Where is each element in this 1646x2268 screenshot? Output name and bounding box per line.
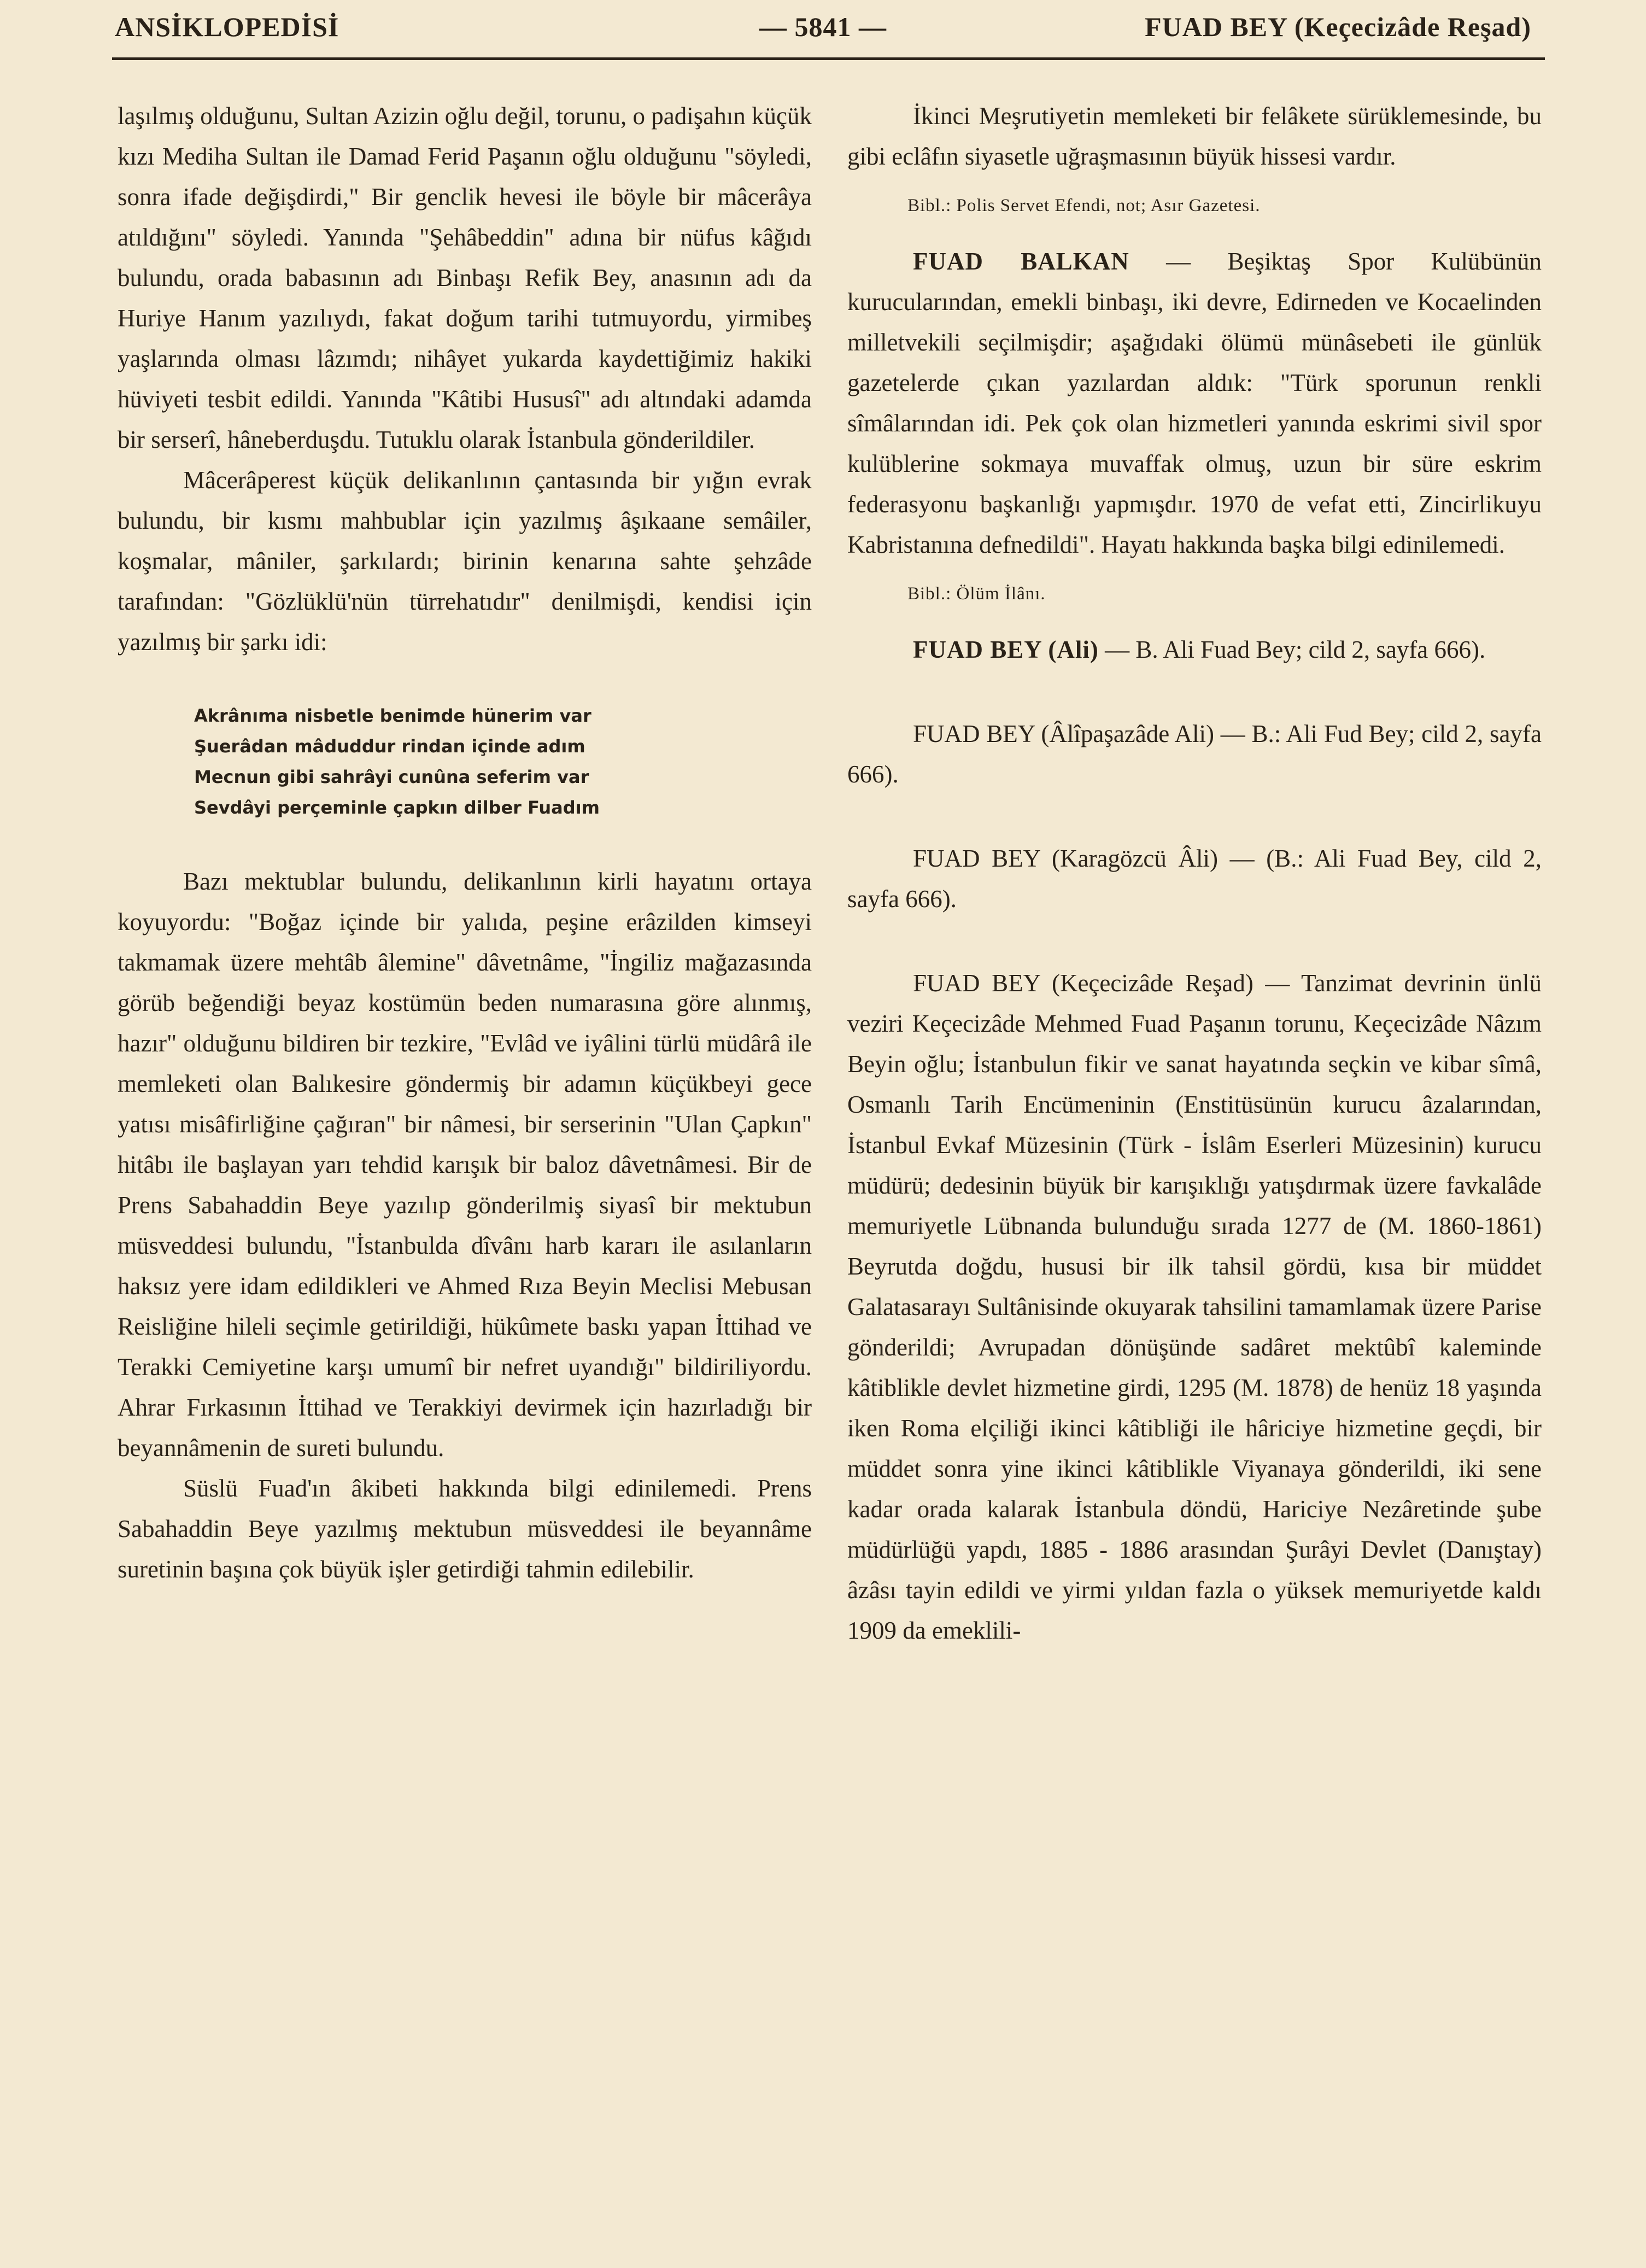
entry-text: — Beşiktaş Spor Kulübünün kurucularından, emekli binbaşı, iki devre, Edirneden ve Kocaelinden milletvekili seçilmişdir; aşağıdaki ölümü münâsebeti ile günlük gazetelerde çıkan yazılardan aldık: "Türk sporunun renkli sîmâlarından idi. Pek çok olan hizmetleri yanında eskrimi sivil spor kulüblerine sokmaya muvaffak olmuş, uzun bir süre eskrim federasyonu başkanlığı yapmışdır. 1970 de vefat etti, Zincirlikuyu Kabristanına defnedildi". Hayatı hakkında başka bilgi edinilemedi. bbox=[847, 248, 1542, 558]
page-number: — 5841 — bbox=[759, 11, 887, 42]
entry-heading: FUAD BEY (Ali) bbox=[913, 636, 1099, 663]
header-rule bbox=[112, 57, 1545, 60]
left-paragraph-3: Bazı mektublar bulundu, delikanlının kirli hayatını ortaya koyuyordu: "Boğaz içinde bir yalıda, peşine erâzilden kimseyi takmamak üzere mehtâb âlemine" dâvetnâme, "İngiliz mağazasında görüb beğendiği beyaz kostümün beden numarasına göre alınmış, hazır" olduğunu bildiren bir tezkire, "Evlâd ve iyâlini türlü müdârâ ile memleketi olan Balıkesire göndermiş bir adamın küçükbeyi gece yatısı misâfirliğine çağıran" bir nâmesi, bir serserinin "Ulan Çapkın" hitâbı ile başlayan yarı tehdid karışık bir baloz dâvetnâmesi. Bir de Prens Sabahaddin Beye yazılıp gönderilmiş siyasî bir mektubun müsveddesi bulundu, "İstanbulda dîvânı harb kararı ile asılanların haksız yere idam edildikleri ve Ahmed Rıza Beyin Meclisi Mebusan Reisliğine hileli seçimle getirildiği, hükûmete baskı yapan İttihad ve Terakki Cemiyetine karşı umumî bir nefret uyandığı" bildiriliyordu. Ahrar Fırkasının İttihad ve Terakkiyi devirmek için hazırladığı bir beyannâmenin de sureti bulundu. bbox=[118, 868, 812, 1462]
spacer bbox=[847, 919, 1542, 963]
entry-text: — Tanzimat devrinin ünlü veziri Keçecizâde Mehmed Fuad Paşanın torunu, Keçecizâde Nâzım Beyin oğlu; İstanbulun fikir ve sanat hayatında seçkin ve kibar sîmâ, Osmanlı Tarih Encümeninin (Enstitüsünün kurucu âzalarından, İstanbul Evkaf Müzesinin (Türk - İslâm Eserleri Müzesinin) kurucu müdürü; dedesinin büyük bir karışıklığı yatışdırmak üzere favkalâde memuriyetle Lübnanda bulunduğu sırada 1277 de (M. 1860-1861) Beyrutda doğdu, hususi bir ilk tahsil gördü, kısa bir müddet Galatasarayı Sultânisinde okuyarak tahsilini tamamlamak üzere Parise gönderildi; Avrupadan dönüşünde sadâret mektûbî kaleminde kâtiblikle devlet hizmetine girdi, 1295 (M. 1878) de henüz 18 yaşında iken Roma elçiliği ikinci kâtibliği ile hâriciye hizmetine geçdi, bir müddet sonra yine ikinci kâtiblikle Viyanaya gönderildi, iki sene kadar orada kalarak İstanbula döndü, Hariciye Nezâretinde şube müdürlüğü yapdı, 1885 - 1886 arasından Şurâyi Devlet (Danıştay) âzâsı tayin edildi ve yirmi yıldan fazla o yüksek memuriyetde kaldı 1909 da emeklili- bbox=[847, 969, 1542, 1644]
spacer bbox=[847, 670, 1542, 714]
poem bbox=[194, 700, 812, 823]
left-paragraph-4: Süslü Fuad'ın âkibeti hakkında bilgi edinilemedi. Prens Sabahaddin Beye yazılmış mektubun müsveddesi ile beyannâme suretinin başına çok büyük işler getirdiği tahmin edilebilir. bbox=[118, 1475, 812, 1583]
entry-fuad-bey-karagozcu bbox=[847, 838, 1542, 919]
left-paragraph-1: laşılmış olduğunu, Sultan Azizin oğlu değil, torunu, o padişahın küçük kızı Mediha Sultan ile Damad Ferid Paşanın oğlu olduğunu "söyledi, sonra ifade değişdirdi," Bir genclik hevesi ile böyle bir mâcerâya atıldığını" söyledi. Yanında "Şehâbeddin" adına bir nüfus kâğıdı bulundu, orada babasının adı Binbaşı Refik Bey, anasının adı da Huriye Hanım yazılıydı, fakat doğum tarihi tutmuyordu, yirmibeş yaşlarında olması lâzımdı; nihâyet yukarda kaydettiğimiz hakiki hüviyeti tesbit edildi. Yanında "Kâtibi Hususî" adı altındaki adamda bir serserî, hâneberduşdu. Tutuklu olarak İstanbula gönderildiler. bbox=[118, 102, 812, 453]
entry-heading: FUAD BEY (Karagözcü Âli) bbox=[913, 845, 1218, 872]
entry-fuad-bey-ali bbox=[847, 629, 1542, 670]
bibliography-note: Bibl.: Ölüm İlânı. bbox=[907, 584, 1046, 604]
right-paragraph-1: İkinci Meşrutiyetin memleketi bir felâkete sürüklemesinde, bu gibi eclâfın siyasetle uğraşmasının büyük hissesi vardır. bbox=[847, 102, 1542, 170]
running-header bbox=[115, 11, 1531, 60]
left-column bbox=[118, 96, 812, 1589]
entry-text: — B. Ali Fuad Bey; cild 2, sayfa 666). bbox=[1098, 636, 1486, 663]
entry-heading: FUAD BEY (Keçecizâde Reşad) bbox=[913, 969, 1253, 997]
entry-heading: FUAD BALKAN bbox=[913, 248, 1129, 275]
left-paragraph-2: Mâcerâperest küçük delikanlının çantasında bir yığın evrak bulundu, bir kısmı mahbublar için yazılmış âşıkaane semâiler, koşmalar, mâniler, şarkılardı; birinin kenarına sahte şehzâde tarafından: "Gözlüklü'nün türrehatıdır" denilmişdi, kendisi için yazılmış bir şarkı idi: bbox=[118, 466, 812, 656]
header-right: FUAD BEY (Keçecizâde Reşad) bbox=[1145, 11, 1531, 42]
poem-line: Sevdâyi perçeminle çapkın dilber Fuadım bbox=[194, 797, 600, 818]
entry-fuad-bey-alipasazade bbox=[847, 714, 1542, 794]
entry-fuad-bey-resad bbox=[847, 963, 1542, 1651]
entry-text: — (B.: Ali Fuad Bey, cild 2, sayfa 666). bbox=[847, 845, 1542, 913]
poem-line: Şuerâdan mâduddur rindan içinde adım bbox=[194, 736, 585, 757]
right-column bbox=[847, 96, 1542, 1651]
header-left: ANSİKLOPEDİSİ bbox=[115, 11, 339, 42]
poem-line: Akrânıma nisbetle benimde hünerim var bbox=[194, 705, 591, 726]
entry-fuad-balkan bbox=[847, 241, 1542, 565]
entry-heading: FUAD BEY (Âlîpaşazâde Ali) bbox=[913, 720, 1214, 747]
entry-text: — B.: Ali Fud Bey; cild 2, sayfa 666). bbox=[847, 720, 1542, 788]
bibliography-note: Bibl.: Polis Servet Efendi, not; Asır Gazetesi. bbox=[907, 196, 1261, 215]
poem-line: Mecnun gibi sahrâyi cunûna seferim var bbox=[194, 767, 589, 787]
spacer bbox=[847, 794, 1542, 838]
